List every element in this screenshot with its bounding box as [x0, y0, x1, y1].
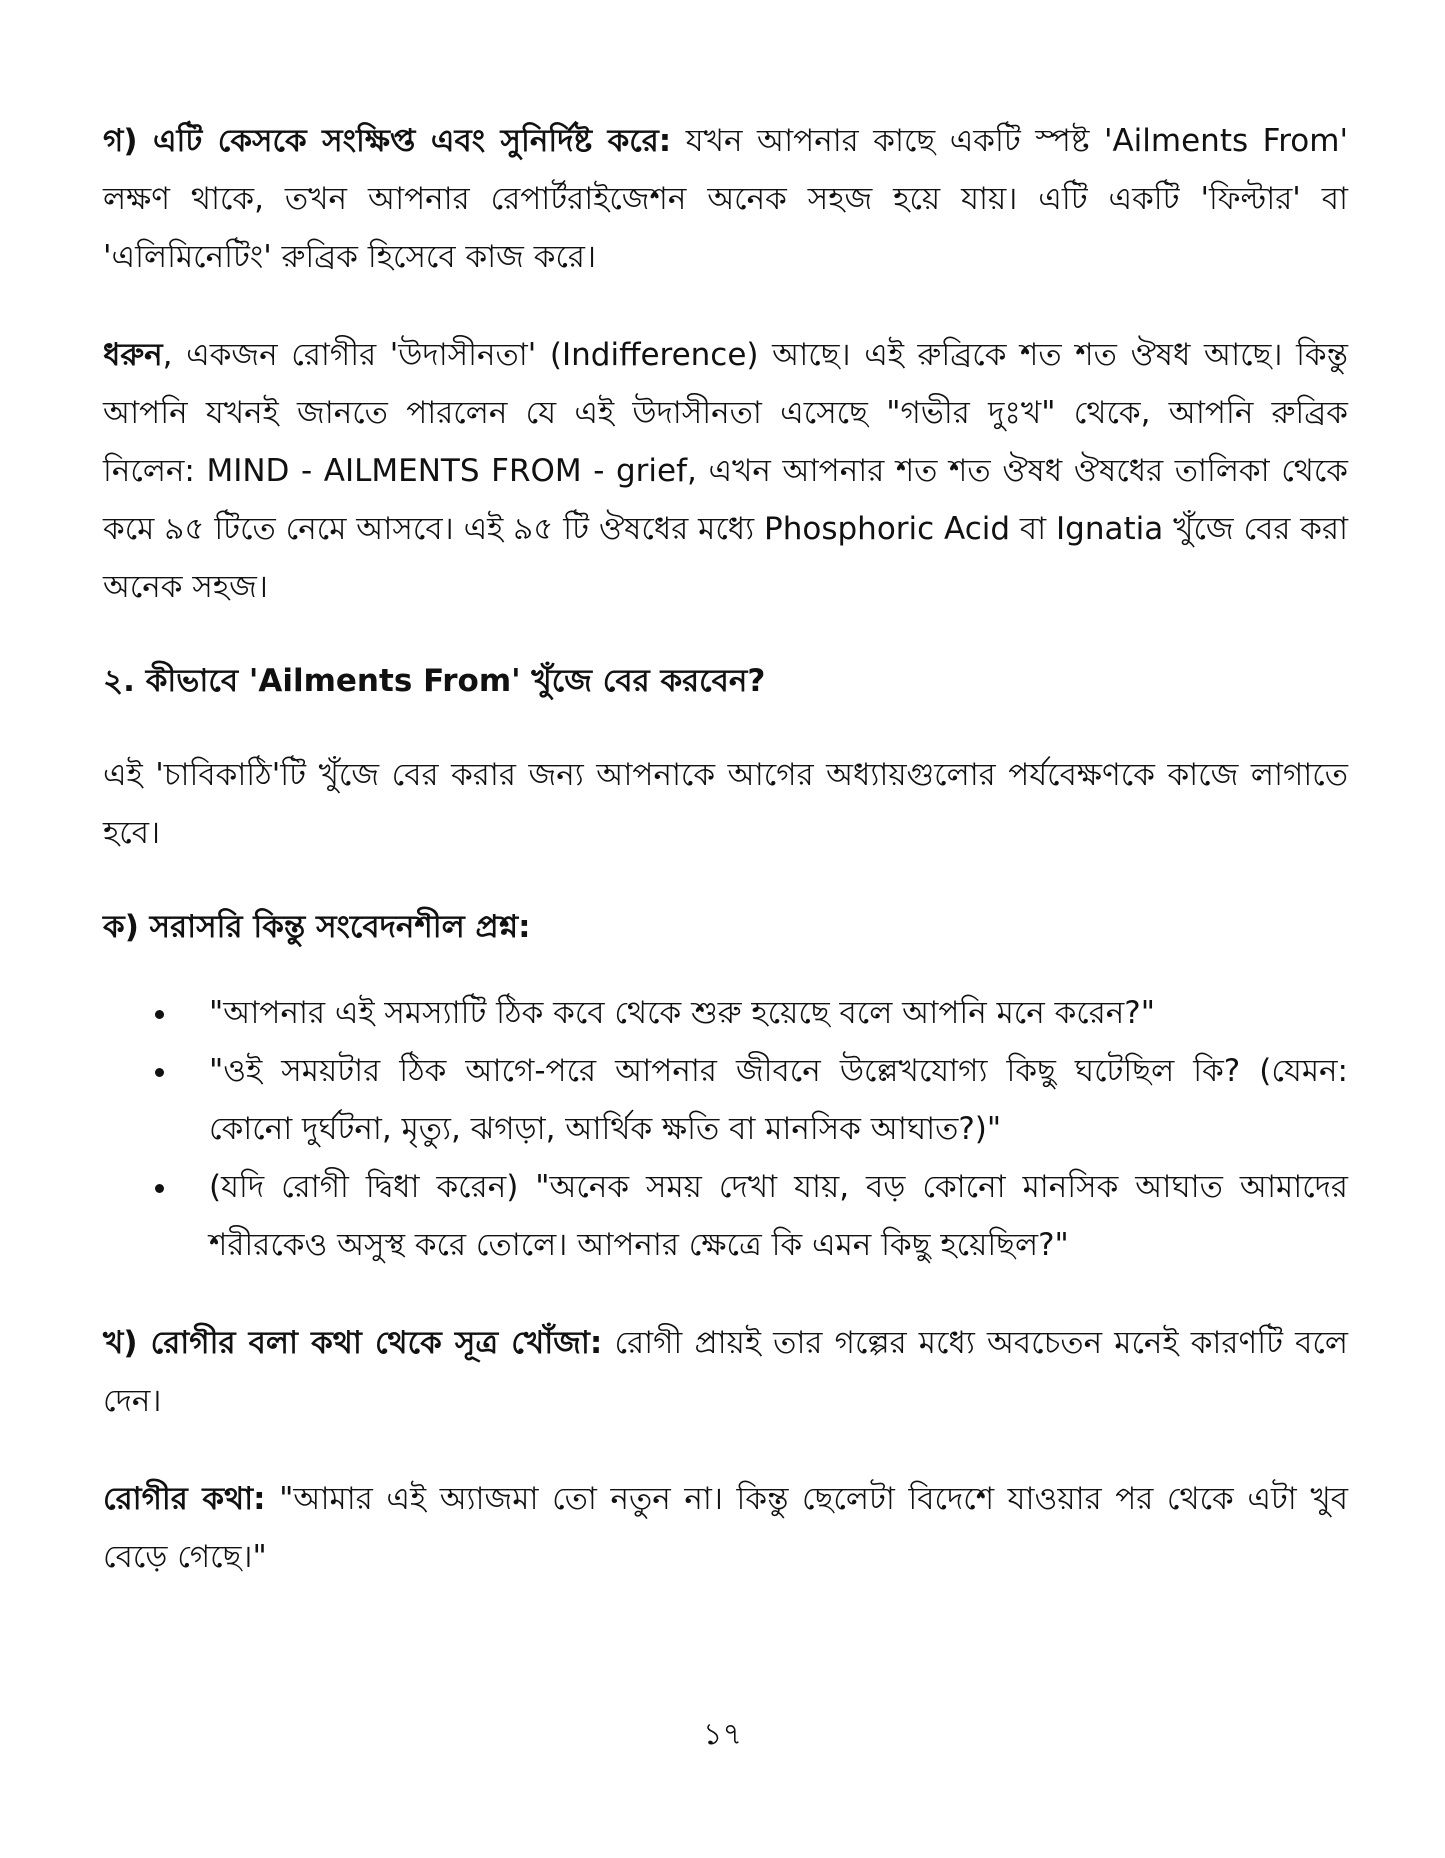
patient-quote-label: রোগীর কথা: [103, 1481, 266, 1517]
list-item [103, 1158, 1348, 1274]
list-item-text: "আপনার এই সমস্যাটি ঠিক কবে থেকে শুরু হয়েছে বলে আপনি মনে করেন?" [209, 995, 1156, 1031]
list-item-text: (যদি রোগী দ্বিধা করেন) "অনেক সময় দেখা যায়, বড় কোনো মানসিক আঘাত আমাদের শরীরকেও অসুস্থ করে তোলে। আপনার ক্ষেত্রে কি এমন কিছু হয়েছিল?" [209, 1169, 1348, 1263]
section-heading-2: ২. কীভাবে 'Ailments From' খুঁজে বের করবেন? [103, 663, 766, 699]
bullet-icon [155, 1184, 164, 1193]
paragraph-ga [103, 112, 1348, 286]
bullet-icon [155, 1010, 164, 1019]
paragraph-kha-text: রোগী প্রায়ই তার গল্পের মধ্যে অবচেতন মনেই কারণটি বলে দেন। [103, 1325, 1348, 1419]
list-item-text: "ওই সময়টার ঠিক আগে-পরে আপনার জীবনে উল্লেখযোগ্য কিছু ঘটেছিল কি? (যেমন: কোনো দুর্ঘটনা, মৃত্যু, ঝগড়া, আর্থিক ক্ষতি বা মানসিক আঘাত?)" [209, 1053, 1348, 1147]
paragraph-example [103, 326, 1348, 616]
list-item [103, 1042, 1348, 1158]
paragraph-example-lead: ধরুন [103, 337, 163, 373]
paragraph-kha [103, 1314, 1348, 1430]
paragraph-intro: এই 'চাবিকাঠি'টি খুঁজে বের করার জন্য আপনাকে আগের অধ্যায়গুলোর পর্যবেক্ষণকে কাজে লাগাতে হবে। [103, 757, 1348, 851]
bullet-icon [155, 1068, 164, 1077]
paragraph-patient-quote [103, 1470, 1348, 1586]
paragraph-ga-text: যখন আপনার কাছে একটি স্পষ্ট 'Ailments From' লক্ষণ থাকে, তখন আপনার রেপার্টরাইজেশন অনেক সহজ হয়ে যায়। এটি একটি 'ফিল্টার' বা 'এলিমিনেটিং' রুব্রিক হিসেবে কাজ করে। [103, 123, 1348, 275]
paragraph-kha-heading: খ) রোগীর বলা কথা থেকে সূত্র খোঁজা: [103, 1325, 603, 1361]
document-page [103, 112, 1348, 1586]
paragraph-ga-heading: গ) এটি কেসকে সংক্ষিপ্ত এবং সুনির্দিষ্ট করে: [103, 123, 672, 159]
subheading-ka: ক) সরাসরি কিন্তু সংবেদনশীল প্রশ্ন: [103, 909, 531, 945]
patient-quote-text: "আমার এই অ্যাজমা তো নতুন না। কিন্তু ছেলেটা বিদেশে যাওয়ার পর থেকে এটা খুব বেড়ে গেছে।" [103, 1481, 1348, 1575]
question-list [103, 984, 1348, 1274]
page-number: ১৭ [703, 1717, 742, 1752]
paragraph-example-text: , একজন রোগীর 'উদাসীনতা' (Indifference) আছে। এই রুব্রিকে শত শত ঔষধ আছে। কিন্তু আপনি যখনই জানতে পারলেন যে এই উদাসীনতা এসেছে "গভীর দুঃখ" থেকে, আপনি রুব্রিক নিলেন: MIND - AILMENTS FROM - grief, এখন আপনার শত শত ঔষধ ঔষধের তালিকা থেকে কমে ৯৫ টিতে নেমে আসবে। এই ৯৫ টি ঔষধের মধ্যে Phosphoric Acid বা Ignatia খুঁজে বের করা অনেক সহজ। [103, 337, 1348, 605]
list-item [103, 984, 1348, 1042]
